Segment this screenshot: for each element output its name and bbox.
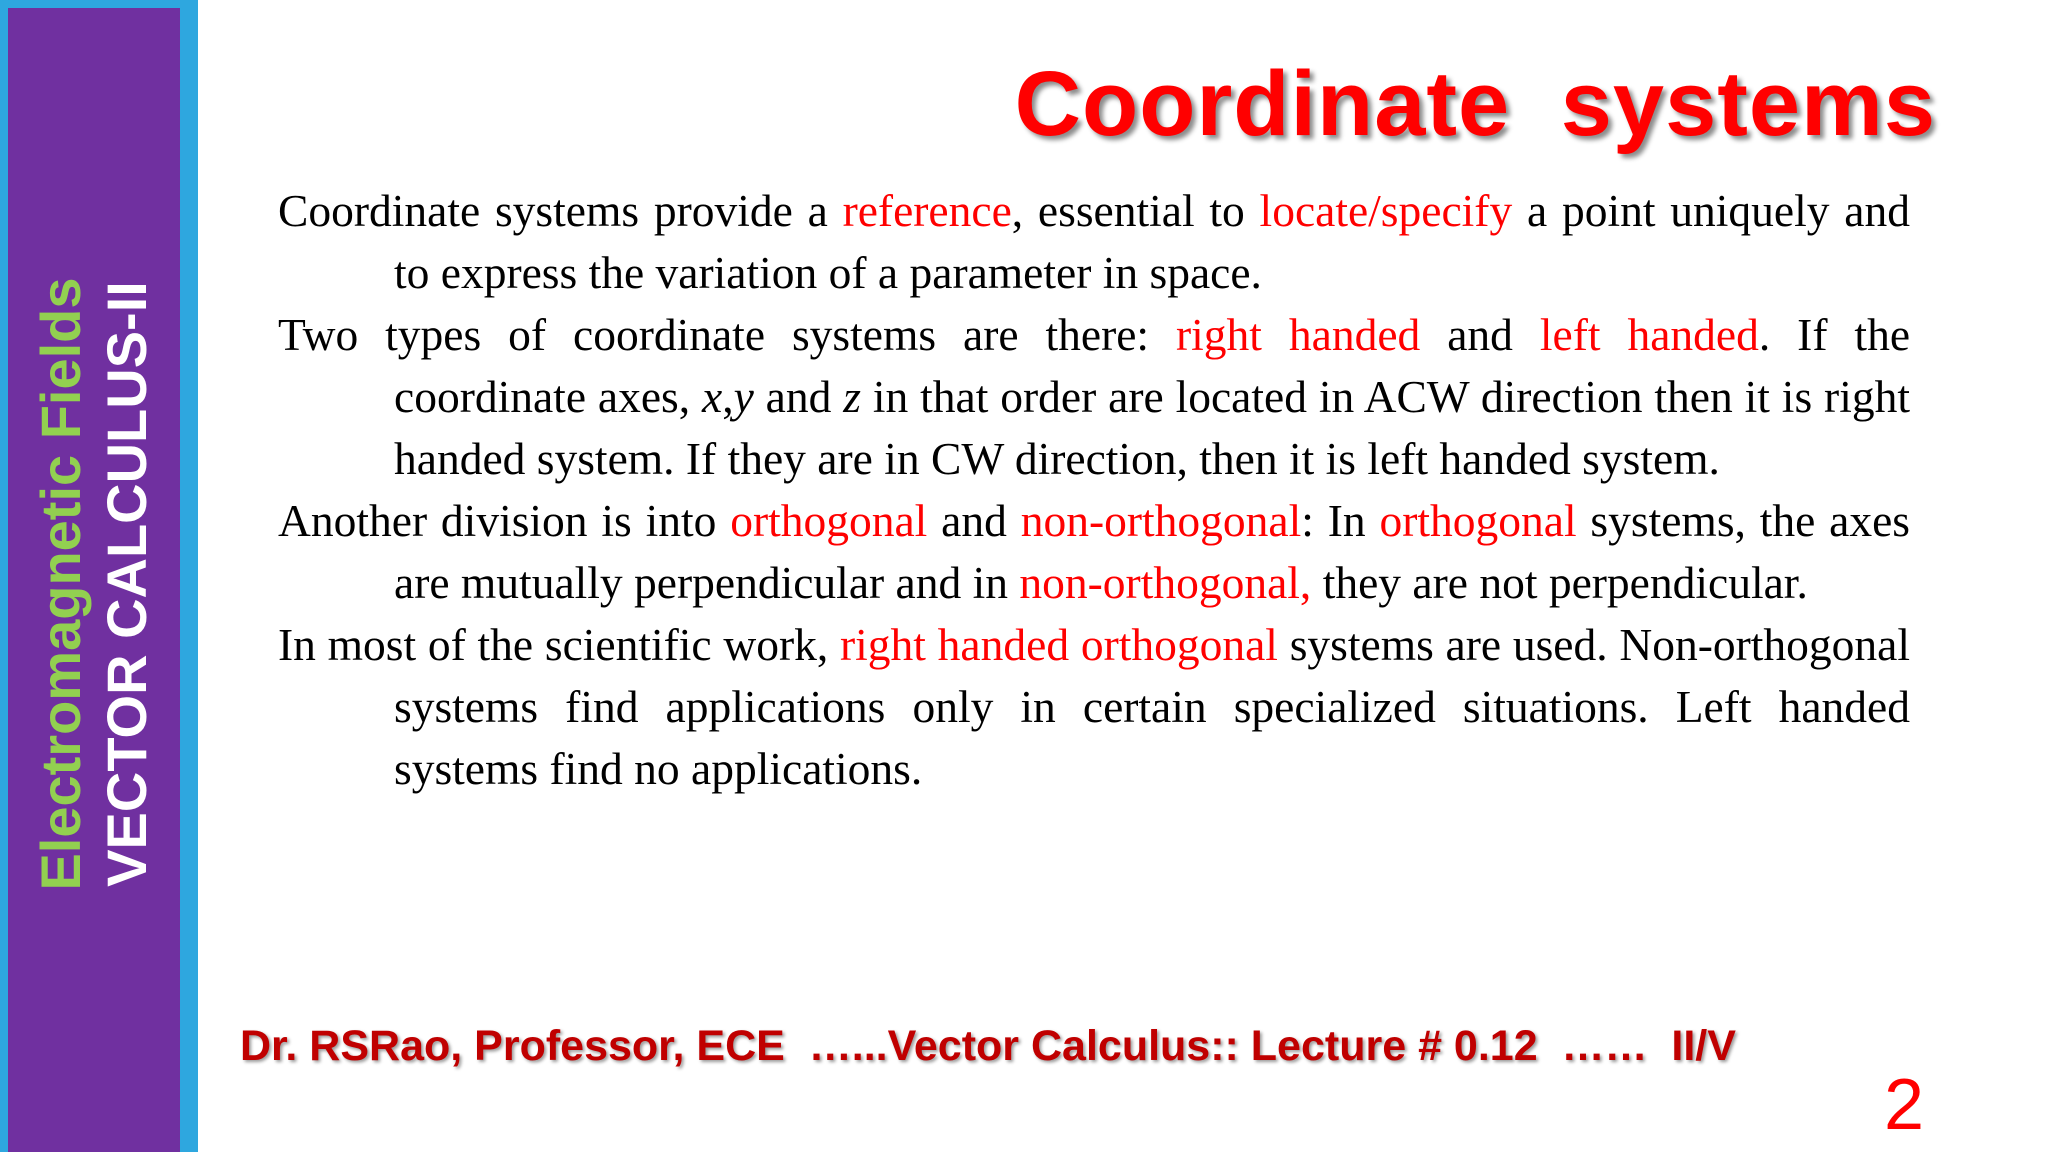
- highlight-locate-specify: locate/specify: [1259, 185, 1513, 236]
- sidebar-panel: [8, 8, 180, 1152]
- paragraph-orthogonality: [278, 490, 1910, 614]
- text-run: In most of the scientific work,: [278, 619, 840, 670]
- slide-title: Coordinate systems: [1014, 53, 1936, 155]
- text-run: systems, the axes are mutually perpendicular and in: [394, 495, 1910, 608]
- highlight-left-handed: left handed: [1539, 309, 1759, 360]
- paragraph-applications: [278, 614, 1910, 800]
- text-run: . If the coordinate axes,: [394, 309, 1911, 422]
- slide-body: [278, 180, 1910, 800]
- axis-x-symbol: x: [702, 371, 723, 422]
- highlight-orthogonal: orthogonal: [730, 495, 928, 546]
- text-run: and: [1420, 309, 1540, 360]
- text-run: a point uniquely and to express the variation of a parameter in space.: [394, 185, 1910, 298]
- footer-lecture-info: Dr. RSRao, Professor, ECE …...Vector Calculus:: Lecture # 0.12 …… II/V: [240, 1022, 1736, 1070]
- sidebar-topic-name: VECTOR CALCULUS-II: [95, 281, 158, 887]
- text-run: : In: [1301, 495, 1380, 546]
- paragraph-reference: [278, 180, 1910, 304]
- highlight-non-orthogonal: non-orthogonal,: [1019, 557, 1312, 608]
- text-run: Coordinate systems provide a: [278, 185, 843, 236]
- text-run: in that order are located in ACW direction then it is right handed system. If they are in CW direction, then it is left handed system.: [394, 371, 1910, 484]
- highlight-right-handed: right handed: [1176, 309, 1421, 360]
- text-run: and: [753, 371, 844, 422]
- text-run: , essential to: [1011, 185, 1260, 236]
- text-run: ,: [722, 371, 734, 422]
- page-number: 2: [1883, 1065, 1924, 1145]
- text-run: Two types of coordinate systems are there:: [278, 309, 1177, 360]
- highlight-non-orthogonal: non-orthogonal: [1020, 495, 1302, 546]
- text-run: they are not perpendicular.: [1311, 557, 1808, 608]
- axis-z-symbol: z: [843, 371, 861, 422]
- text-run: systems are used. Non-orthogonal systems find applications only in certain specialized situations. Left handed systems find no applications.: [394, 619, 1910, 794]
- highlight-right-handed-orthogonal: right handed orthogonal: [840, 619, 1278, 670]
- paragraph-handedness: [278, 304, 1910, 490]
- sidebar-band: [0, 0, 198, 1152]
- axis-y-symbol: y: [733, 371, 754, 422]
- highlight-orthogonal: orthogonal: [1379, 495, 1577, 546]
- text-run: and: [927, 495, 1021, 546]
- sidebar-course-name: Electromagnetic Fields: [29, 277, 92, 891]
- sidebar-vertical-title: [28, 277, 160, 890]
- text-run: Another division is into: [278, 495, 731, 546]
- highlight-reference: reference: [842, 185, 1012, 236]
